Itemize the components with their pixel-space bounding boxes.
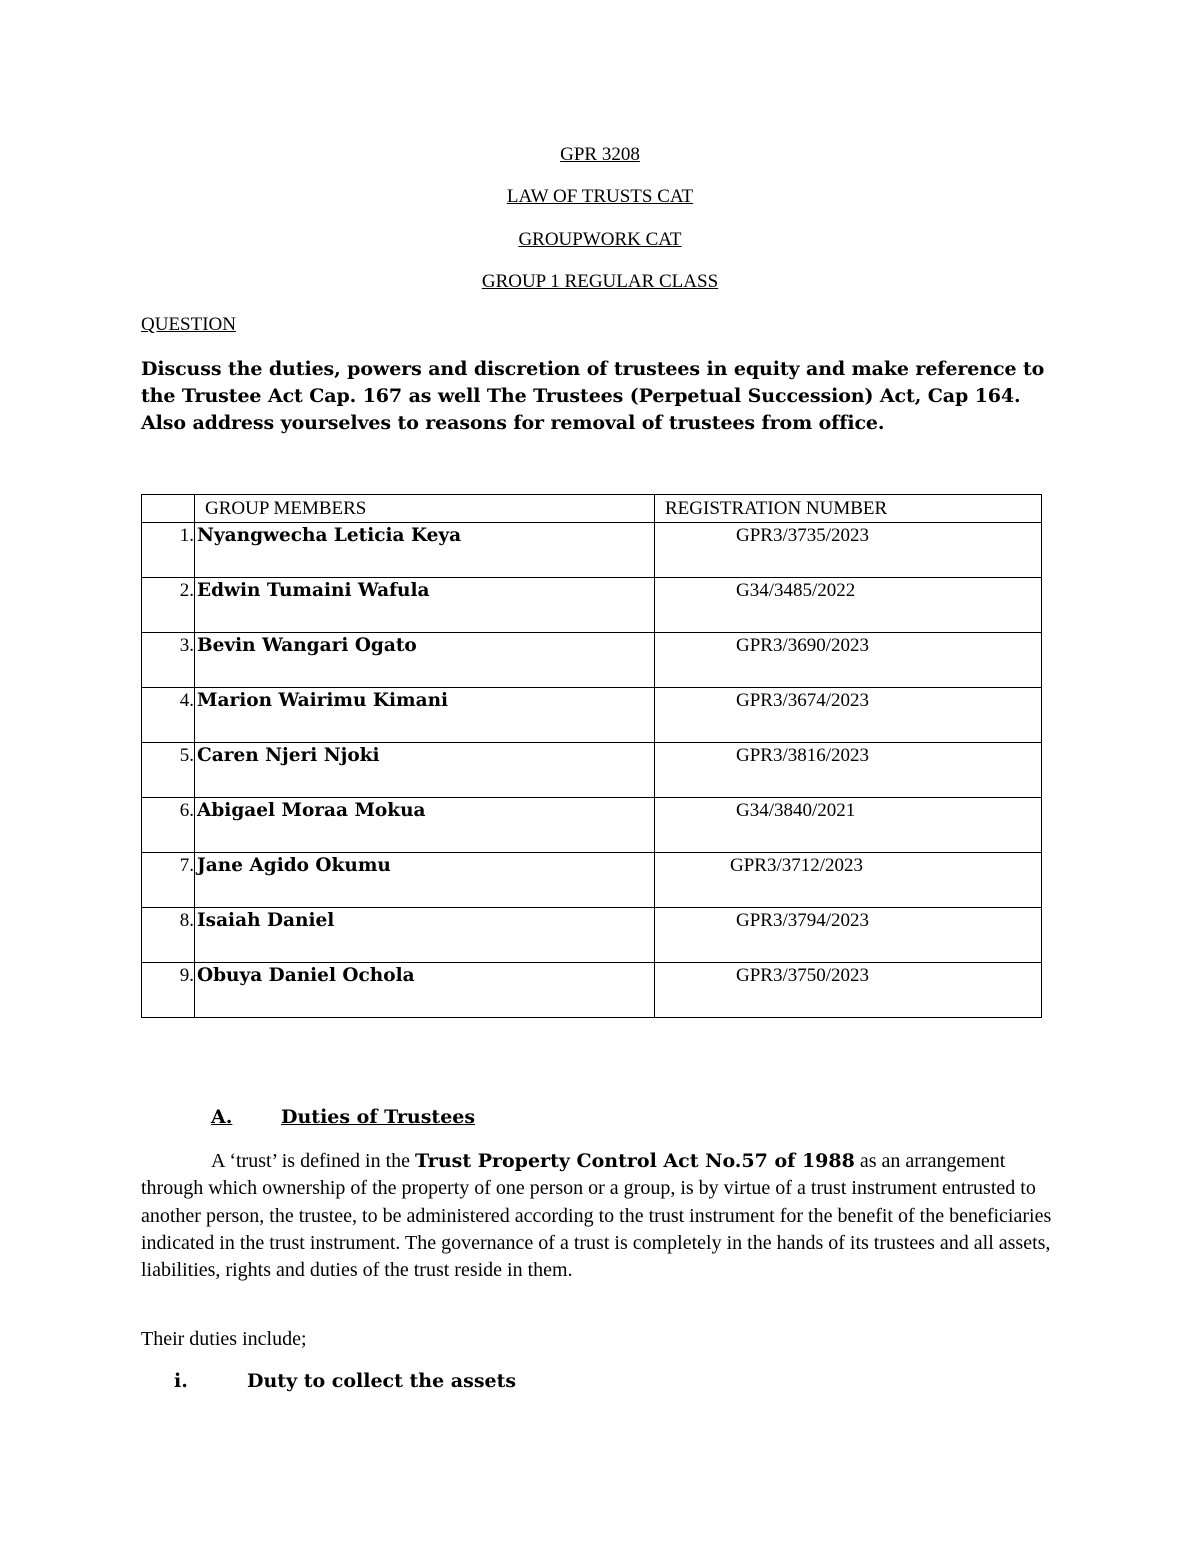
member-registration: GPR3/3735/2023 [655, 523, 1042, 578]
member-number: 8. [142, 908, 195, 963]
member-registration: GPR3/3816/2023 [655, 743, 1042, 798]
course-code: GPR 3208 [560, 144, 640, 165]
table-header-row [142, 495, 1042, 523]
member-name: Marion Wairimu Kimani [195, 688, 655, 743]
header-registration-number: REGISTRATION NUMBER [655, 495, 1042, 523]
header-group-members: GROUP MEMBERS [195, 495, 655, 523]
duty-title: Duty to collect the assets [247, 1370, 517, 1392]
member-registration: G34/3485/2022 [655, 578, 1042, 633]
duty-numeral: i. [174, 1370, 188, 1392]
course-title: LAW OF TRUSTS CAT [506, 186, 694, 207]
para-rest: as an arrangement through which ownership of the property of one person or a group, is by virtue of a trust instrument entrusted to another person, the trustee, to be administered according to the trust instrument for the benefit of the beneficiaries indicated in the trust instrument. The governance of a trust is completely in the hands of its trustees and all assets, liabilities, rights and duties of the trust reside in them. [141, 1150, 1052, 1282]
question-text: Discuss the duties, powers and discretion of trustees in equity and make reference to the Trustee Act Cap. 167 as well The Trustees (Perpetual Succession) Act, Cap 164. Also address yourselves to reasons for removal of trustees from office. [141, 358, 1045, 434]
header-num [142, 495, 195, 523]
member-registration: GPR3/3712/2023 [655, 853, 1042, 908]
table-row [142, 523, 1042, 578]
member-number: 1. [142, 523, 195, 578]
member-name: Edwin Tumaini Wafula [195, 578, 655, 633]
table-row [142, 908, 1042, 963]
para-act-name: Trust Property Control Act No.57 of 1988 [415, 1150, 855, 1172]
duties-intro: Their duties include; [141, 1328, 307, 1350]
member-registration: GPR3/3794/2023 [655, 908, 1042, 963]
table-row [142, 633, 1042, 688]
member-name: Caren Njeri Njoki [195, 743, 655, 798]
member-name: Nyangwecha Leticia Keya [195, 523, 655, 578]
member-number: 9. [142, 963, 195, 1018]
duty-heading-i [174, 1370, 516, 1392]
table-row [142, 743, 1042, 798]
member-number: 5. [142, 743, 195, 798]
member-name: Obuya Daniel Ochola [195, 963, 655, 1018]
table-row [142, 853, 1042, 908]
member-name: Isaiah Daniel [195, 908, 655, 963]
member-registration: GPR3/3690/2023 [655, 633, 1042, 688]
table-row [142, 798, 1042, 853]
group-members-table [141, 494, 1042, 1018]
member-number: 4. [142, 688, 195, 743]
member-name: Bevin Wangari Ogato [195, 633, 655, 688]
question-label: QUESTION [141, 314, 236, 335]
member-number: 2. [142, 578, 195, 633]
trust-definition-paragraph [141, 1148, 1061, 1284]
table-row [142, 963, 1042, 1018]
member-number: 6. [142, 798, 195, 853]
member-name: Jane Agido Okumu [195, 853, 655, 908]
para-start: A ‘trust’ is defined in the [211, 1150, 416, 1172]
section-a-letter: A. [211, 1106, 233, 1128]
assignment-title: GROUPWORK CAT [518, 229, 682, 250]
table-row [142, 578, 1042, 633]
member-registration: GPR3/3750/2023 [655, 963, 1042, 1018]
member-number: 3. [142, 633, 195, 688]
member-registration: GPR3/3674/2023 [655, 688, 1042, 743]
group-title: GROUP 1 REGULAR CLASS [481, 271, 719, 292]
section-a-heading [211, 1106, 475, 1128]
table-row [142, 688, 1042, 743]
section-a-title: Duties of Trustees [281, 1106, 476, 1128]
member-number: 7. [142, 853, 195, 908]
member-name: Abigael Moraa Mokua [195, 798, 655, 853]
member-registration: G34/3840/2021 [655, 798, 1042, 853]
